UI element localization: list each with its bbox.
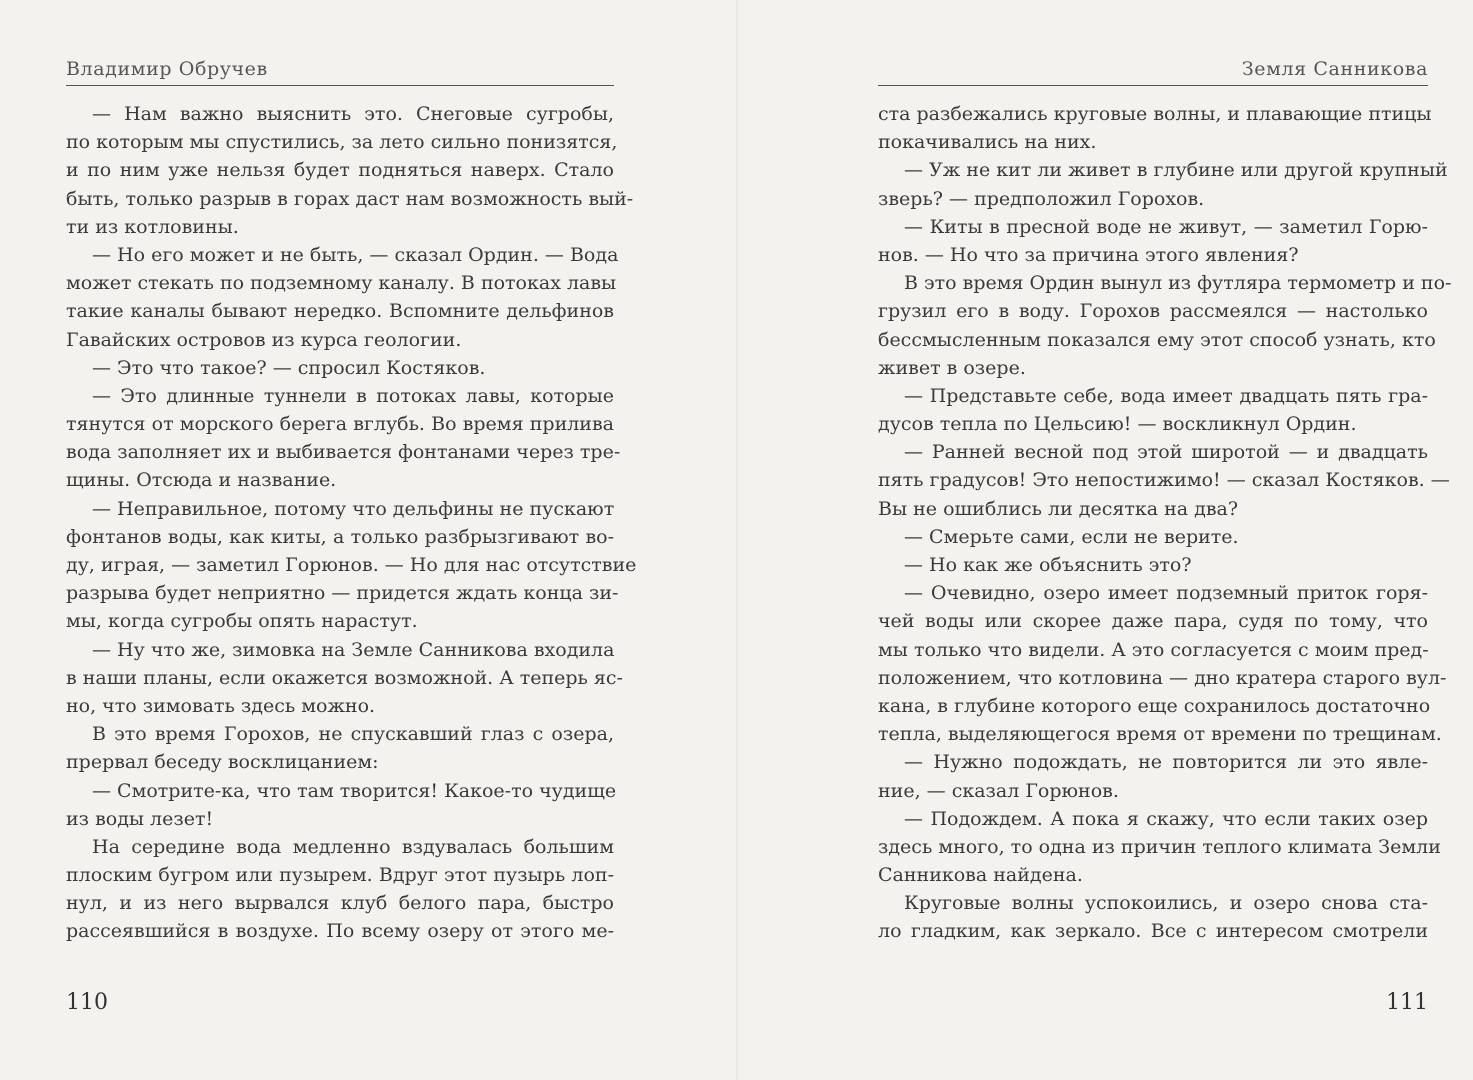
text-line: прервал беседу восклицанием: <box>66 751 379 774</box>
text-line: из воды лезет! <box>66 807 214 830</box>
running-head-title: Земля Санникова <box>1241 58 1428 80</box>
text-line: кана, в глубине которого еще сохранилось достаточно <box>878 694 1431 717</box>
text-line: ти из котловины. <box>66 215 239 238</box>
text-line: тянутся от морского берега вглубь. Во время прилива <box>66 413 614 436</box>
text-line: рассеявшийся в воздухе. По всему озеру от этого ме- <box>66 920 614 943</box>
text-line: вода заполняет их и выбивается фонтанами через тре- <box>66 441 621 464</box>
text-line: в наши планы, если окажется возможной. А теперь яс- <box>66 666 623 689</box>
text-line: покачивались на них. <box>878 131 1097 154</box>
text-line: ние, — сказал Горюнов. <box>878 779 1119 802</box>
text-line: мы только что видели. А это согласуется с моим пред- <box>878 638 1429 661</box>
text-line: — Киты в пресной воде не живут, — заметил Горю- <box>904 215 1428 238</box>
text-line: В это время Горохов, не спускавший глаз с озера, <box>92 723 614 746</box>
text-line: — Смотрите-ка, что там творится! Какое-то чудище <box>92 779 617 802</box>
text-line: разрыва будет неприятно — придется ждать конца зи- <box>66 582 619 605</box>
text-line: быть, только разрыв в горах даст нам возможность вый- <box>66 187 634 210</box>
text-line: зверь? — предположил Горохов. <box>878 187 1205 210</box>
text-line: дусов тепла по Цельсию! — воскликнул Ордин. <box>878 413 1357 436</box>
text-line: щины. Отсюда и название. <box>66 469 337 492</box>
text-line: бессмысленным показался ему этот способ узнать, кто <box>878 328 1436 351</box>
text-line: — Но как же объяснить это? <box>904 554 1192 576</box>
text-line: — Подождем. А пока я скажу, что если таких озер <box>904 807 1428 830</box>
text-line: нул, и из него вырвался клуб белого пара, быстро <box>66 892 614 915</box>
text-line: — Уж не кит ли живет в глубине или другой крупный <box>904 159 1448 182</box>
text-line: тепла, выделяющегося время от времени по трещинам. <box>878 723 1442 746</box>
text-line: — Нам важно выяснить это. Снеговые сугробы, <box>92 103 614 125</box>
header-rule <box>878 85 1428 86</box>
text-line: но, что зимовать здесь можно. <box>66 694 376 717</box>
text-line: чей воды или скорее даже пара, судя по тому, что <box>878 610 1428 633</box>
text-line: Круговые волны успокоились, и озеро снова ста- <box>904 892 1428 915</box>
text-line: ду, играя, — заметил Горюнов. — Но для нас отсутствие <box>66 554 637 576</box>
body-text <box>878 100 1452 946</box>
text-line: На середине вода медленно вздувалась большим <box>92 835 614 858</box>
text-line: — Представьте себе, вода имеет двадцать пять гра- <box>904 384 1428 407</box>
text-line: и по ним уже нельзя будет подняться наверх. Стало <box>66 159 614 182</box>
text-line: грузил его в воду. Горохов рассмеялся — настолько <box>878 300 1428 323</box>
right-page <box>738 0 1473 1080</box>
page-number: 111 <box>1386 990 1428 1015</box>
header-rule <box>66 85 614 86</box>
text-line: здесь много, то одна из причин теплого климата Земли <box>878 835 1441 858</box>
text-line: В это время Ордин вынул из футляра термометр и по- <box>904 272 1452 295</box>
text-line: мы, когда сугробы опять нарастут. <box>66 610 418 633</box>
text-line: пять градусов! Это непостижимо! — сказал Костяков. — <box>878 469 1450 492</box>
text-line: — Смерьте сами, если не верите. <box>904 525 1239 548</box>
text-line: живет в озере. <box>878 356 1026 379</box>
text-line: — Нужно подождать, не повторится ли это явле- <box>904 751 1428 774</box>
text-line: — Это длинные туннели в потоках лавы, которые <box>92 384 614 407</box>
text-line: нов. — Но что за причина этого явления? <box>878 243 1299 266</box>
text-line: Гавайских островов из курса геологии. <box>66 328 462 351</box>
page-number: 110 <box>66 990 108 1015</box>
left-page <box>0 0 736 1080</box>
text-line: Вы не ошиблись ли десятка на два? <box>878 497 1239 520</box>
text-line: — Неправильное, потому что дельфины не пускают <box>92 497 615 520</box>
text-line: по которым мы спустились, за лето сильно понизятся, <box>66 131 618 154</box>
text-line: положением, что котловина — дно кратера старого вул- <box>878 666 1447 689</box>
text-line: — Но его может и не быть, — сказал Ордин. — Вода <box>92 243 619 266</box>
text-line: ло гладким, как зеркало. Все с интересом смотрели <box>878 920 1428 943</box>
text-line: может стекать по подземному каналу. В потоках лавы <box>66 272 617 295</box>
text-line: — Очевидно, озеро имеет подземный приток горя- <box>904 582 1428 605</box>
text-line: — Ну что же, зимовка на Земле Санникова входила <box>92 638 615 661</box>
text-line: ста разбежались круговые волны, и плавающие птицы <box>878 103 1432 125</box>
running-head-author: Владимир Обручев <box>66 58 268 80</box>
text-line: — Ранней весной под этой широтой — и двадцать <box>904 441 1428 464</box>
text-line: плоским бугром или пузырем. Вдруг этот пузырь лоп- <box>66 864 614 887</box>
text-line: — Это что такое? — спросил Костяков. <box>92 356 486 379</box>
text-line: такие каналы бывают нередко. Вспомните дельфинов <box>66 300 614 323</box>
text-line: Санникова найдена. <box>878 864 1083 887</box>
text-line: фонтанов воды, как киты, а только разбрызгивают во- <box>66 525 614 548</box>
body-text <box>66 100 637 946</box>
